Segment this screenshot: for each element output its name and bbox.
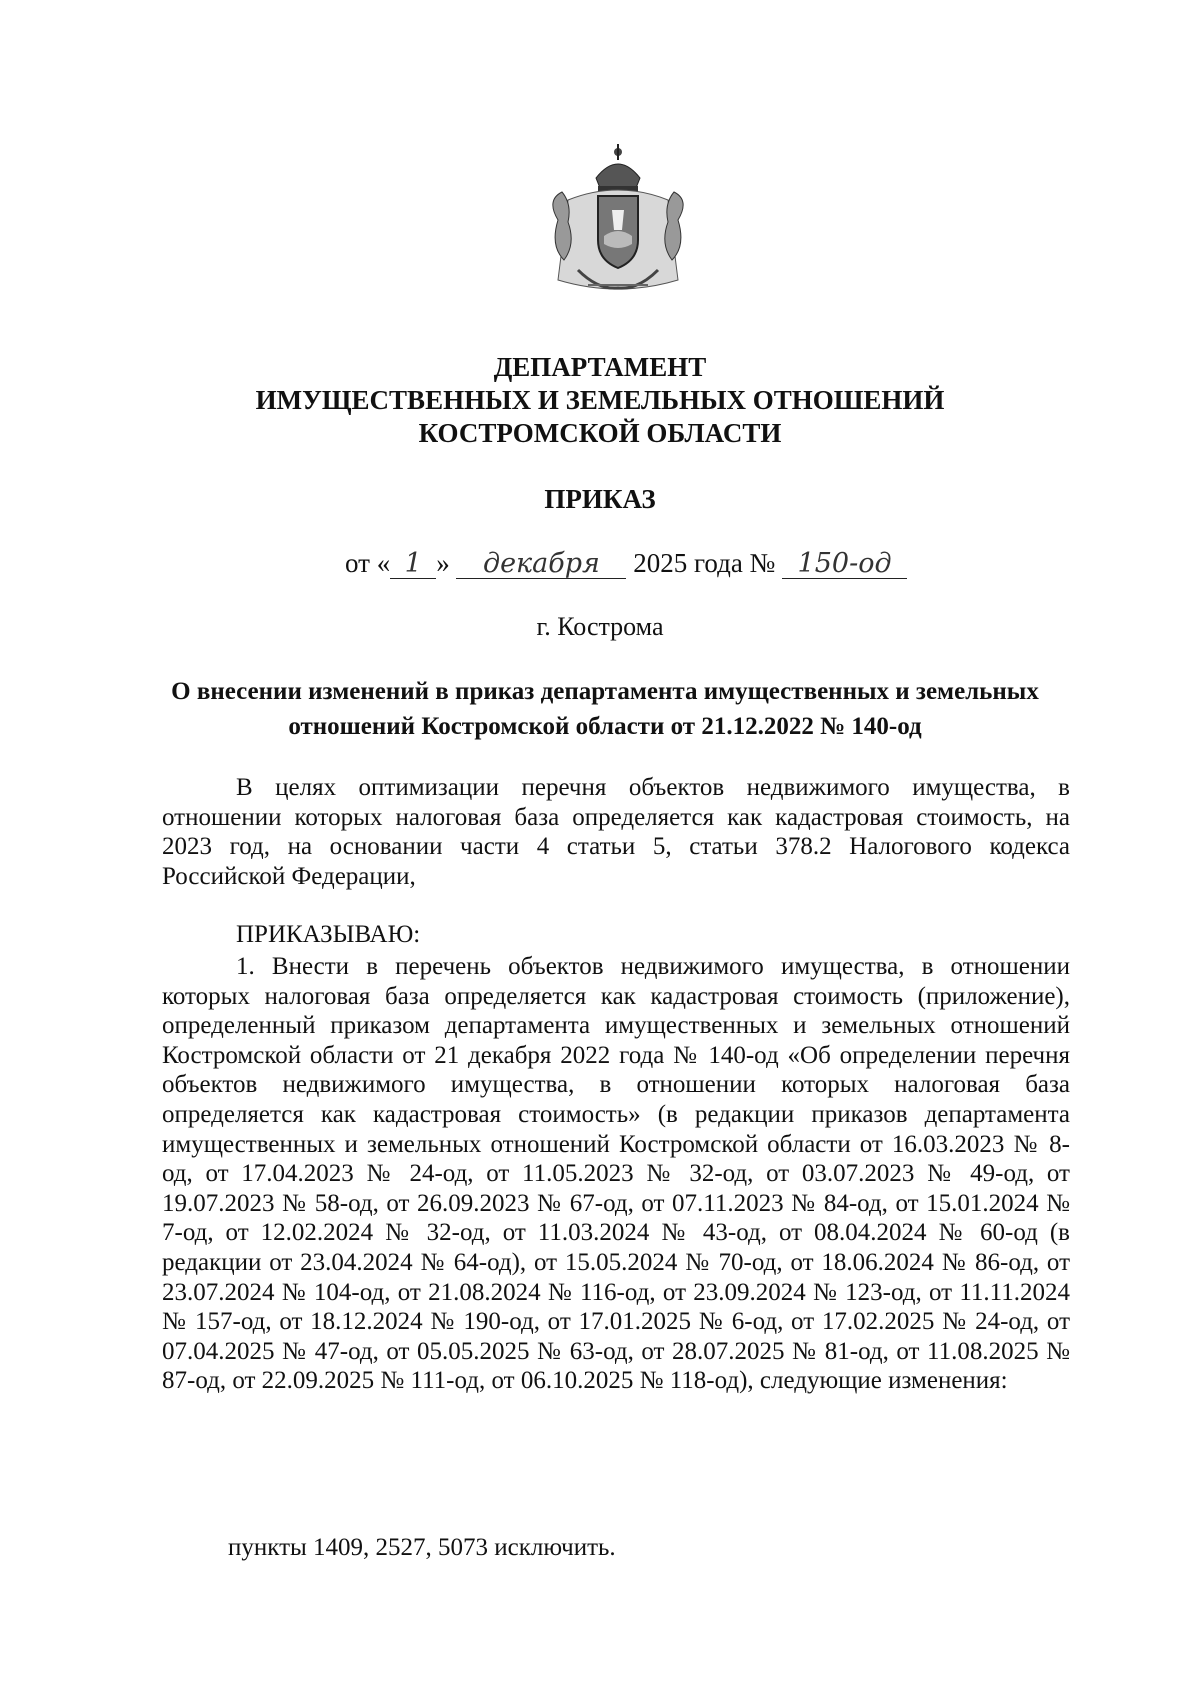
city: г. Кострома: [536, 612, 664, 641]
order-subject: О внесении изменений в приказ департамента имущественных и земельных отношений Костромской области от 21.12.2022 № 140-од: [171, 678, 1039, 740]
order-word: ПРИКАЗЫВАЮ:: [236, 921, 421, 948]
date-prefix: от «: [345, 548, 391, 578]
department-title-line-1: ДЕПАРТАМЕНТ: [493, 352, 707, 382]
clause-1-paragraph: 1. Внести в перечень объектов недвижимого имущества, в отношении которых налоговая база определяется как кадастровая стоимость (приложение), определенный приказом департамента имущественных и земельных отношений Костромской области от 21 декабря 2022 года № 140-од «Об определении перечня объектов недвижимого имущества, в отношении которых налоговая база определяется как кадастровая стоимость» (в редакции приказов департамента имущественных и земельных отношений Костромской области от 16.03.2023 № 8-од, от 17.04.2023 № 24-од, от 11.05.2023 № 32-од, от 03.07.2023 № 49-од, от 19.07.2023 № 58-од, от 26.09.2023 № 67-од, от 07.11.2023 № 84-од, от 15.01.2024 № 7-од, от 12.02.2024 № 32-од, от 11.03.2024 № 43-од, от 08.04.2024 № 60-од (в редакции от 23.04.2024 № 64-од), от 15.05.2024 № 70-од, от 18.06.2024 № 86-од, от 23.07.2024 № 104-од, от 21.08.2024 № 116-од, от 23.09.2024 № 123-од, от 11.11.2024 № 157-од, от 18.12.2024 № 190-од, от 17.01.2025 № 6-од, от 17.02.2025 № 24-од, от 07.04.2025 № 47-од, от 05.05.2025 № 63-од, от 28.07.2025 № 81-од, от 11.08.2025 № 87-од, от 22.09.2025 № 111-од, от 06.10.2025 № 118-од), следующие изменения:: [162, 953, 1070, 1395]
handwritten-month: декабря: [456, 550, 626, 579]
order-date-line: [345, 548, 907, 579]
preamble-paragraph: В целях оптимизации перечня объектов недвижимого имущества, в отношении которых налоговая база определяется как кадастровая стоимость, на 2023 год, на основании части 4 статьи 5, статьи 378.2 Налогового кодекса Российской Федерации,: [162, 774, 1070, 890]
order-title: ПРИКАЗ: [544, 484, 656, 514]
exclusion-paragraph: пункты 1409, 2527, 5073 исключить.: [228, 1534, 616, 1561]
kostroma-coat-of-arms-icon: [528, 140, 708, 300]
department-title-line-2: ИМУЩЕСТВЕННЫХ И ЗЕМЕЛЬНЫХ ОТНОШЕНИЙ: [255, 385, 945, 415]
department-title-line-3: КОСТРОМСКОЙ ОБЛАСТИ: [418, 418, 782, 448]
handwritten-order-number: 150-од: [782, 550, 907, 579]
year-text: 2025 года №: [633, 548, 776, 578]
date-mid: »: [436, 548, 450, 578]
handwritten-day: 1: [390, 550, 436, 579]
